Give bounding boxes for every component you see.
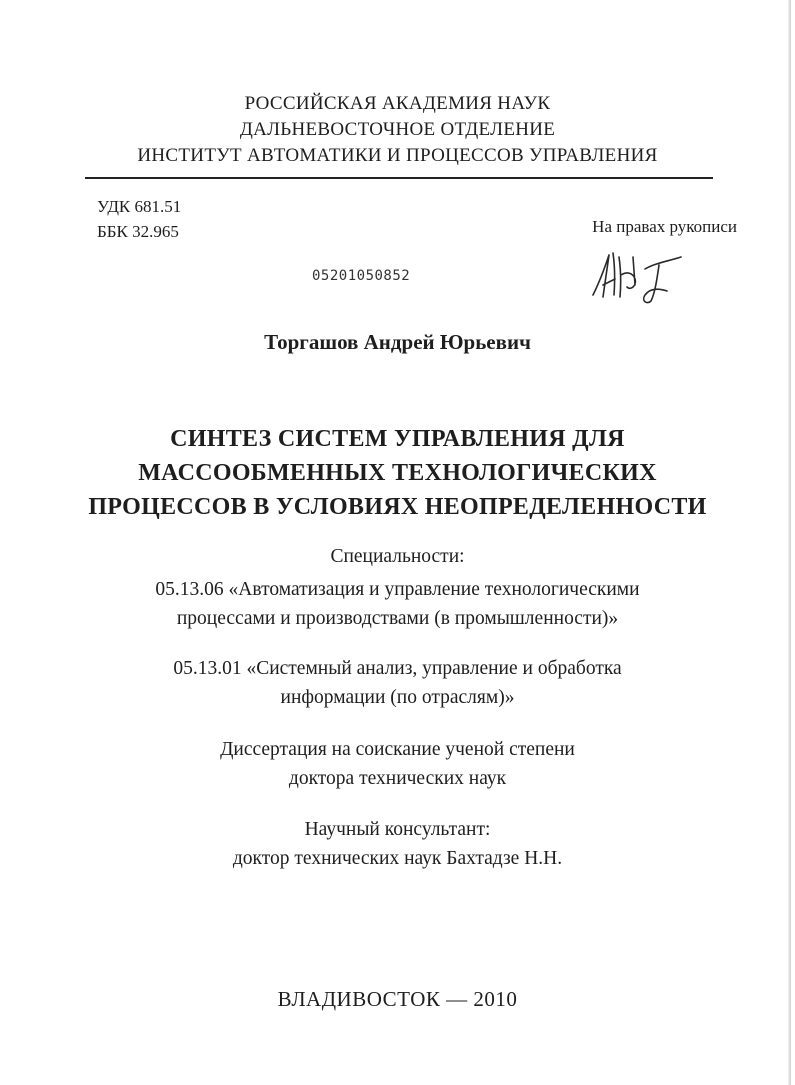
- specialty-1-line-1: 05.13.06 «Автоматизация и управление технологическими: [155, 579, 640, 600]
- specialty-1-line-2: процессами и производствами (в промышленности)»: [176, 608, 619, 629]
- scientific-consultant: [0, 815, 795, 873]
- library-serial-number: 05201050852: [312, 268, 411, 284]
- scan-page-edge: [788, 0, 791, 1085]
- institution-header: [0, 91, 795, 169]
- institution-line-2: ДАЛЬНЕВОСТОЧНОЕ ОТДЕЛЕНИЕ: [239, 119, 556, 140]
- specialty-1: [0, 575, 795, 633]
- title-line-2: МАССООБМЕННЫХ ТЕХНОЛОГИЧЕСКИХ: [138, 460, 657, 486]
- degree-line-2: доктора технических наук: [288, 768, 507, 789]
- degree-statement: [0, 735, 795, 793]
- institution-line-3: ИНСТИТУТ АВТОМАТИКИ И ПРОЦЕССОВ УПРАВЛЕНИЯ: [137, 145, 658, 166]
- bbk-code: ББК 32.965: [97, 222, 179, 241]
- udk-code: УДК 681.51: [97, 197, 182, 216]
- header-divider: [85, 177, 713, 179]
- specialties-heading: Специальности:: [330, 546, 465, 567]
- title-line-3: ПРОЦЕССОВ В УСЛОВИЯХ НЕОПРЕДЕЛЕННОСТИ: [88, 494, 707, 520]
- consultant-label: Научный консультант:: [304, 819, 491, 840]
- specialty-2-line-1: 05.13.01 «Системный анализ, управление и обработка: [173, 658, 622, 679]
- institution-line-1: РОССИЙСКАЯ АКАДЕМИЯ НАУК: [244, 93, 551, 114]
- consultant-name: доктор технических наук Бахтадзе Н.Н.: [232, 848, 563, 869]
- title-line-1: СИНТЕЗ СИСТЕМ УПРАВЛЕНИЯ ДЛЯ: [170, 426, 625, 452]
- classification-codes: [97, 194, 181, 244]
- city-and-year: ВЛАДИВОСТОК — 2010: [277, 987, 518, 1011]
- dissertation-title: [0, 422, 795, 524]
- author-name: Торгашов Андрей Юрьевич: [264, 330, 531, 354]
- specialty-2: [0, 654, 795, 712]
- handwritten-signature: [585, 245, 685, 305]
- manuscript-rights-note: На правах рукописи: [592, 217, 737, 236]
- specialty-2-line-2: информации (по отраслям)»: [280, 687, 515, 708]
- degree-line-1: Диссертация на соискание ученой степени: [220, 739, 575, 760]
